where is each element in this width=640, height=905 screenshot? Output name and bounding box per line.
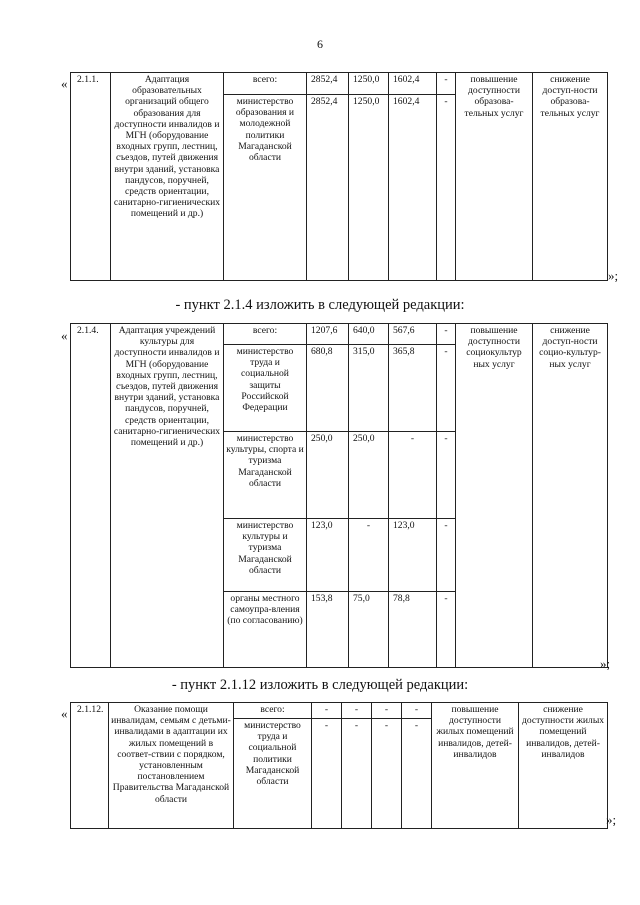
heading-2-1-4: - пункт 2.1.4 изложить в следующей редакции: — [175, 297, 465, 313]
quote-close: »; — [608, 268, 619, 283]
indicator: снижение доступности жилых помещений инвалидов, детей-инвалидов — [519, 703, 608, 829]
value-total: 2852,4 — [307, 95, 349, 281]
item-number: 2.1.12. — [71, 703, 109, 829]
value-total: 250,0 — [307, 432, 349, 519]
value-total: 2852,4 — [307, 73, 349, 95]
value-year-1: 75,0 — [349, 592, 389, 668]
value-total: 680,8 — [307, 345, 349, 432]
value-year-1: 315,0 — [349, 345, 389, 432]
quote-open: « — [61, 76, 68, 91]
value-year-1: - — [342, 703, 372, 719]
indicator: снижение доступ-ности социо-культур-ных услуг — [533, 324, 608, 668]
funding-source: министерство культуры, спорта и туризма Магаданской области — [224, 432, 307, 519]
value-year-2: - — [389, 432, 437, 519]
value-year-2: - — [372, 703, 402, 719]
funding-source: всего: — [224, 73, 307, 95]
value-year-1: - — [342, 719, 372, 829]
heading-2-1-12: - пункт 2.1.12 изложить в следующей редакции: — [171, 677, 469, 693]
funding-source: органы местного самоупра-вления (по согласованию) — [224, 592, 307, 668]
funding-source: всего: — [224, 324, 307, 345]
table-2-1-12 — [70, 702, 608, 829]
table-2-1-1 — [70, 72, 608, 281]
value-year-3: - — [437, 73, 456, 95]
value-total: 1207,6 — [307, 324, 349, 345]
expected-result: повышение доступности образова-тельных услуг — [456, 73, 533, 281]
value-year-3: - — [437, 324, 456, 345]
table-2-1-4 — [70, 323, 608, 668]
value-year-2: 1602,4 — [389, 95, 437, 281]
funding-source: министерство труда и социальной политики Магаданской области — [234, 719, 312, 829]
item-number: 2.1.4. — [71, 324, 111, 668]
value-year-1: - — [349, 519, 389, 592]
expected-result: повышение доступности социокультур ных услуг — [456, 324, 533, 668]
value-total: 153,8 — [307, 592, 349, 668]
value-year-2: 78,8 — [389, 592, 437, 668]
expected-result: повышение доступности жилых помещений инвалидов, детей-инвалидов — [432, 703, 519, 829]
value-total: 123,0 — [307, 519, 349, 592]
quote-close: »; — [606, 812, 617, 827]
item-description: Адаптация учреждений культуры для доступности инвалидов и МГН (оборудование входных групп, лестниц, съездов, путей движения внутри зданий, установка пандусов, поручней, средств ориентации, санитарно-гигиенических помещений и др.) — [111, 324, 224, 668]
value-year-1: 1250,0 — [349, 73, 389, 95]
funding-source: всего: — [234, 703, 312, 719]
value-total: - — [312, 719, 342, 829]
value-year-1: 1250,0 — [349, 95, 389, 281]
funding-source: министерство труда и социальной защиты Российской Федерации — [224, 345, 307, 432]
quote-open: « — [61, 328, 68, 343]
value-year-3: - — [437, 519, 456, 592]
value-year-2: 365,8 — [389, 345, 437, 432]
value-year-1: 250,0 — [349, 432, 389, 519]
funding-source: министерство культуры и туризма Магаданской области — [224, 519, 307, 592]
value-year-3: - — [437, 432, 456, 519]
value-year-2: 567,6 — [389, 324, 437, 345]
value-year-3: - — [437, 592, 456, 668]
value-year-3: - — [437, 345, 456, 432]
item-description: Адаптация образовательных организаций общего образования для доступности инвалидов и МГН (оборудование входных групп, лестниц, съездов, путей движения внутри зданий, установка пандусов, поручней, средств ориентации, санитарно-гигиенических помещений и др.) — [111, 73, 224, 281]
value-year-3: - — [437, 95, 456, 281]
item-description: Оказание помощи инвалидам, семьям с детьми-инвалидами в адаптации их жилых помещений в соответ-ствии с порядком, установленным постановлением Правительства Магаданской области — [109, 703, 234, 829]
value-year-3: - — [402, 719, 432, 829]
value-year-2: - — [372, 719, 402, 829]
value-total: - — [312, 703, 342, 719]
quote-close: »; — [600, 656, 611, 671]
page-number: 6 — [317, 37, 323, 51]
value-year-1: 640,0 — [349, 324, 389, 345]
value-year-2: 1602,4 — [389, 73, 437, 95]
value-year-2: 123,0 — [389, 519, 437, 592]
item-number: 2.1.1. — [71, 73, 111, 281]
quote-open: « — [61, 706, 68, 721]
value-year-3: - — [402, 703, 432, 719]
indicator: снижение доступ-ности образова-тельных услуг — [533, 73, 608, 281]
funding-source: министерство образования и молодежной политики Магаданской области — [224, 95, 307, 281]
